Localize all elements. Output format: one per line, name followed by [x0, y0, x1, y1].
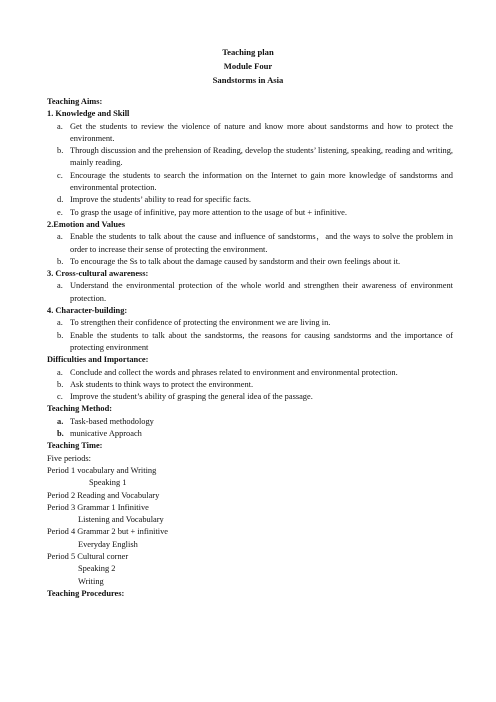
list-item-text: Through discussion and the prehension of Reading, develop the students’ listening, speaking, reading and writing, mainly reading.: [70, 146, 453, 168]
list-item-text: Enable the students to talk about the sandstorms, the reasons for causing sandstorms and the importance of protecting environment: [70, 330, 453, 352]
aims-section-heading: 4. Character-building:: [47, 306, 128, 316]
list-item: [47, 256, 453, 268]
list-marker: a.: [57, 318, 63, 328]
list-item-text: To grasp the usage of infinitive, pay more attention to the usage of but + infinitive.: [70, 207, 347, 217]
list-marker: a.: [57, 121, 63, 131]
list-item: [47, 379, 453, 391]
aims-section-list: [47, 280, 453, 305]
period-subitem: Writing: [78, 576, 104, 586]
period-subitem: Speaking 2: [78, 564, 116, 574]
method-heading: Teaching Method:: [47, 404, 113, 414]
list-item: [47, 194, 453, 206]
list-item-text: To strengthen their confidence of protecting the environment we are living in.: [70, 318, 331, 328]
list-item-text: Improve the student’s ability of grasping the general idea of the passage.: [70, 392, 313, 402]
document-title-block: [0, 45, 496, 88]
period-title: Period 5 Cultural corner: [47, 551, 129, 561]
list-marker: b.: [57, 146, 64, 156]
list-marker: b.: [57, 256, 64, 266]
list-marker: c.: [57, 392, 63, 402]
aims-section-list: [47, 121, 453, 219]
aims-section-list: [47, 231, 453, 268]
list-item-text: municative Approach: [70, 429, 142, 439]
list-item-text: To encourage the Ss to talk about the damage caused by sandstorm and their own feelings about it.: [70, 256, 401, 266]
period-title: Period 4 Grammar 2 but + infinitive: [47, 527, 169, 537]
list-item-text: Encourage the students to search the information on the Internet to gain more knowledge of sandstorms and environmental protection.: [70, 170, 453, 193]
topic-title: Sandstorms in Asia: [212, 75, 284, 86]
period-subitem: Speaking 1: [89, 478, 127, 488]
period-subitem: Everyday English: [78, 539, 138, 549]
period-title: Period 1 vocabulary and Writing: [47, 465, 157, 475]
period-title: Period 3 Grammar 1 Infinitive: [47, 502, 149, 512]
aims-section-heading: 3. Cross-cultural awareness:: [47, 269, 149, 279]
list-item-text: Task-based methodology: [70, 416, 154, 426]
list-item-text: Enable the students to talk about the cause and influence of sandstorms，and the ways to solve the problem in order to increase their sense of protecting the environment.: [70, 232, 453, 254]
aims-section-heading: 1. Knowledge and Skill: [47, 109, 130, 119]
list-item: [47, 280, 453, 305]
document-body: [47, 96, 453, 600]
list-item: [47, 317, 453, 329]
period-subitem: Listening and Vocabulary: [78, 515, 164, 525]
list-item: [47, 145, 453, 170]
doc-title: Teaching plan: [222, 47, 274, 57]
list-item: [47, 121, 453, 146]
list-item: [47, 416, 453, 428]
list-marker: a.: [57, 281, 63, 291]
list-item-text: Conclude and collect the words and phrases related to environment and environmental protection.: [70, 367, 398, 377]
list-item: [47, 207, 453, 219]
periods-intro: Five periods:: [47, 453, 91, 463]
aims-section-heading: 2.Emotion and Values: [47, 219, 125, 229]
difficulties-heading: Difficulties and Importance:: [47, 355, 149, 365]
list-marker: b.: [57, 330, 64, 340]
list-item-text: Ask students to think ways to protect the environment.: [70, 379, 254, 389]
list-marker: a.: [57, 416, 64, 426]
aims-label: Teaching Aims:: [47, 97, 103, 106]
list-item: [47, 330, 453, 355]
list-marker: a.: [57, 232, 63, 242]
module-title: Module Four: [223, 61, 273, 72]
list-item-text: Understand the environmental protection of the whole world and strengthen their awareness of environment protection.: [70, 281, 453, 303]
list-item: [47, 391, 453, 403]
procedures-heading: Teaching Procedures:: [47, 588, 125, 598]
list-item: [47, 428, 453, 440]
list-marker: b.: [57, 429, 64, 439]
method-list: [47, 416, 453, 441]
aims-section-list: [47, 317, 453, 354]
list-item: [47, 170, 453, 195]
list-marker: a.: [57, 367, 63, 377]
periods-list: [47, 453, 453, 588]
list-item-text: Improve the students’ ability to read for specific facts.: [70, 195, 252, 205]
list-marker: b.: [57, 379, 64, 389]
difficulties-list: [47, 367, 453, 404]
time-heading: Teaching Time:: [47, 441, 103, 451]
list-item: [47, 231, 453, 256]
list-item-text: Get the students to review the violence of nature and know more about sandstorms and how to protect the environment.: [70, 121, 453, 143]
list-marker: d.: [57, 195, 64, 205]
list-item: [47, 367, 453, 379]
list-marker: e.: [57, 207, 63, 217]
list-marker: c.: [57, 170, 63, 180]
period-title: Period 2 Reading and Vocabulary: [47, 490, 160, 500]
